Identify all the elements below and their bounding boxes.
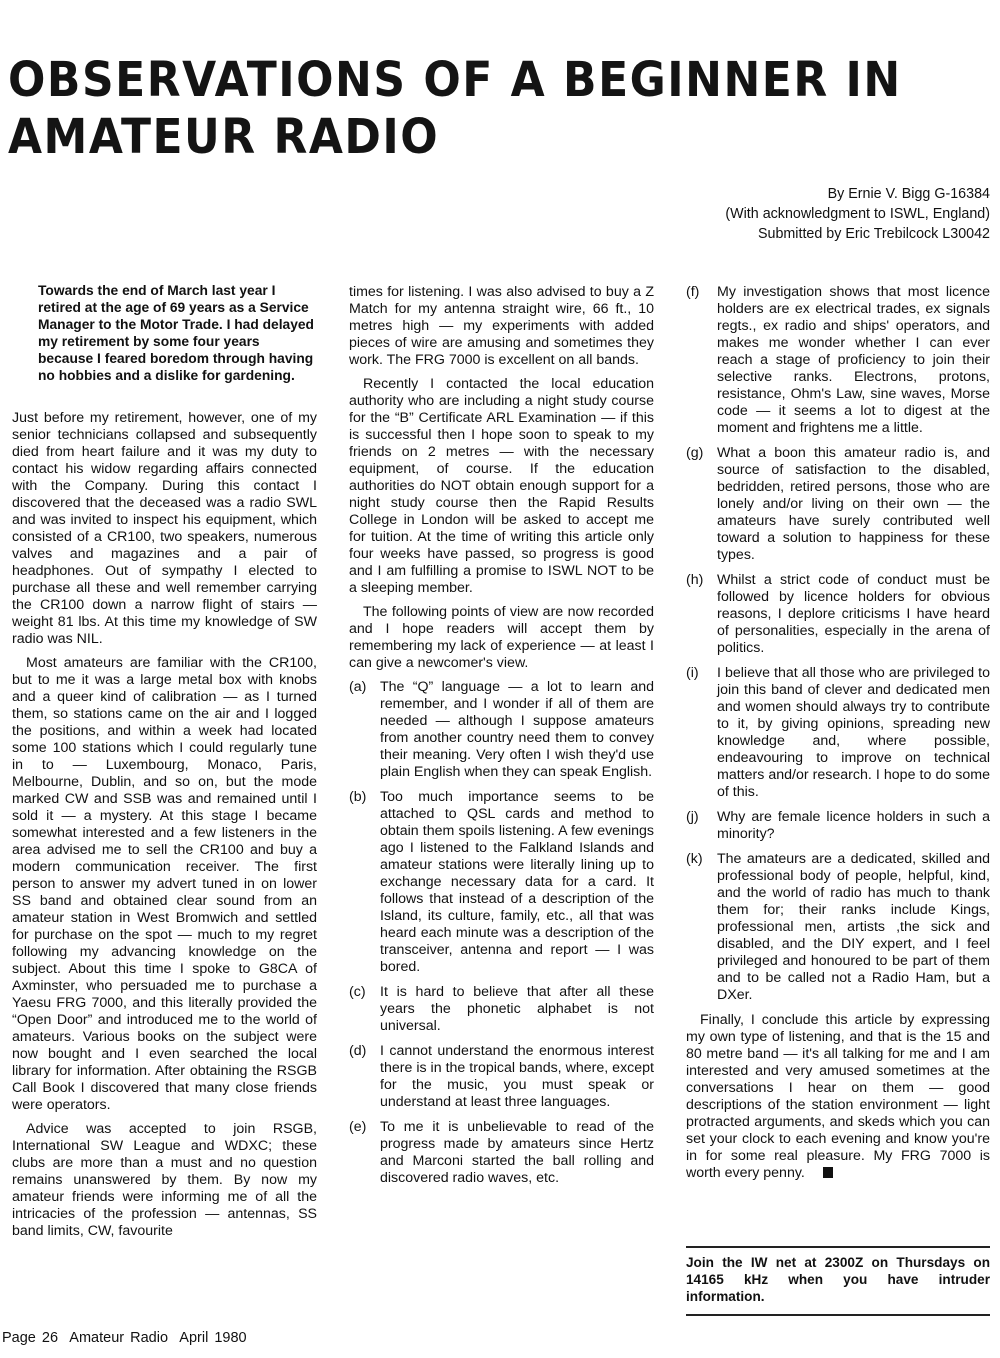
publication-name: Amateur Radio xyxy=(69,1330,169,1346)
list-item xyxy=(349,1119,654,1187)
list-item-label: (j) xyxy=(686,809,699,825)
body-paragraph: times for listening. I was also advised to buy a Z Match for my antenna straight wire, 66 ft., 10 metres high — my experiments with added pieces of wire are amusing and sometimes they work. The FRG 7000 is excellent on all bands. xyxy=(349,284,654,368)
list-item-label: (c) xyxy=(349,984,366,1000)
list-item-text: I cannot understand the enormous interest there is in the tropical bands, where, except for the music, you must speak or understand at least three languages. xyxy=(380,1043,654,1110)
list-item-text: My investigation shows that most licence holders are ex electrical trades, ex signals regts., ex radio and ships' operators, and makes me wonder whether I can ever reach a stage of proficiency to join their selective ranks. Electrons, protons, resistance, Ohm's Law, sine waves, Morse code — it seems a lot to digest at the moment and frightens me a little. xyxy=(717,284,990,436)
end-mark-icon xyxy=(823,1167,833,1178)
list-item-text: Whilst a strict code of conduct must be followed by licence holders for obvious reasons, I deplore criticisms I have heard of personalities, especially in the arena of politics. xyxy=(717,572,990,656)
list-item xyxy=(349,984,654,1035)
issue-date: April 1980 xyxy=(179,1330,247,1346)
divider xyxy=(686,1314,990,1316)
list-item-label: (k) xyxy=(686,851,703,867)
list-item-text: The amateurs are a dedicated, skilled and professional body of people, helpful, kind, and the world of radio has much to thank them for; their ranks include Kings, professional men, artists ,the sick and disabled, and the DIY expert, and I feel privileged and honoured to be part of them and to be called not a Radio Ham, but a DXer. xyxy=(717,851,990,1003)
list-item xyxy=(686,572,990,657)
list-item-text: The “Q” language — a lot to learn and remember, and I wonder if all of them are needed — although I suppose amateurs from another country need them to convey their meaning. Very often I wish they'd use plain English when they can speak English. xyxy=(380,679,654,780)
page-footer xyxy=(2,1330,247,1346)
list-item xyxy=(349,1043,654,1111)
list-item xyxy=(349,679,654,781)
column-2 xyxy=(349,284,654,1195)
list-item xyxy=(686,445,990,564)
list-item-text: It is hard to believe that after all these years the phonetic alphabet is not universal. xyxy=(380,984,654,1034)
list-item-label: (g) xyxy=(686,445,704,461)
submitter-line: Submitted by Eric Trebilcock L30042 xyxy=(757,226,990,242)
list-item-text: Too much importance seems to be attached to QSL cards and method to obtain them spoils listening. A few evenings ago I listened to the Falkland Islands and amateur stations were literally lining up to exchange necessary data for a card. It follows that instead of a description of the Island, its culture, family, etc., all that was heard each minute was a description of the transceiver, antenna and report — I was bored. xyxy=(380,789,654,975)
list-item-label: (f) xyxy=(686,284,700,300)
list-item-label: (e) xyxy=(349,1119,367,1135)
page-number: Page 26 xyxy=(2,1330,59,1346)
column-1 xyxy=(12,282,317,1247)
byline xyxy=(470,184,990,244)
list-item-label: (d) xyxy=(349,1043,367,1059)
list-item-label: (a) xyxy=(349,679,367,695)
body-paragraph: Just before my retirement, however, one of my senior technicians collapsed and subsequently died from heart failure and it was my duty to contact his widow regarding affairs connected with the Company. During this contact I discovered that the deceased was a radio SWL and was invited to inspect his equipment, which consisted of a CR100, two speakers, numerous valves and magazines and a pair of headphones. Out of sympathy I elected to purchase all these and well remember carrying the CR100 down a narrow flight of stairs — weight 81 lbs. At this time my knowledge of SW radio was NIL. xyxy=(12,410,317,647)
body-paragraph: Advice was accepted to join RSGB, International SW League and WDXC; these clubs are more than a must and no question remains unanswered by them. By now my amateur friends were informing me of all the intricacies of the profession — antennas, SS band limits, CW, favourite xyxy=(12,1121,317,1239)
intro-paragraph: Towards the end of March last year I retired at the age of 69 years as a Service Manager to the Motor Trade. I had delayed my retirement by some four years because I feared boredom through having no hobbies and a dislike for gardening. xyxy=(38,283,314,383)
list-item xyxy=(686,284,990,437)
body-paragraph: Most amateurs are familiar with the CR100, but to me it was a large metal box with knobs and a queer kind of calibration — as I turned them, so stations came on the air and I logged the positions, and within a week had located some 100 stations which I could regularly tune in to — Luxembourg, Monaco, Paris, Melbourne, Dublin, and so on, but the mode marked CW and SSB was and remained until I sold it — a mystery. At this stage I became somewhat interested and a few listeners in the area advised me to sell the CR100 and buy a modern communication receiver. The first person to answer my advert tuned in on lower SS band and obtained clear sound from an amateur station in West Bromwich and settled for purchase on the spot — much to my regret following my advancing knowledge on the subject. About this time I spoke to G8CA of Axminster, who persuaded me to purchase a Yaesu FRG 7000, and this literally provided the “Open Door” and introduced me to the world of amateurs. Various books on the subject were now bought and I even searched the local library for information. After obtaining the RSGB Call Book I discovered that many close friends were operators. xyxy=(12,655,317,1113)
list-item-text: What a boon this amateur radio is, and source of satisfaction to the disabled, bedridden, retired persons, those who are lonely and/or living on their own — the amateurs have surely contributed well toward a solution to happiness for these types. xyxy=(717,445,990,563)
list-item xyxy=(686,851,990,1004)
list-item-text: To me it is unbelievable to read of the progress made by amateurs since Hertz and Marconi started the ball rolling and discovered radio waves, etc. xyxy=(380,1119,654,1186)
article-title: OBSERVATIONS OF A BEGINNER IN AMATEUR RADIO xyxy=(8,52,902,166)
list-item xyxy=(349,789,654,976)
author-line: By Ernie V. Bigg G-16384 xyxy=(827,186,990,202)
conclusion-paragraph xyxy=(686,1012,990,1182)
body-paragraph: The following points of view are now recorded and I hope readers will accept them by remembering my lack of experience — at least I can give a newcomer's view. xyxy=(349,604,654,671)
list-item-label: (b) xyxy=(349,789,367,805)
conclusion-text: Finally, I conclude this article by expressing my own type of listening, and that is the 15 and 80 metre band — it's all talking for me and I am interested and very amused sometimes at the conversations I hear on them — good descriptions of the station environment — light protracted arguments, and skeds which you can set your clock to each evening and know you're in for some real pleasure. My FRG 7000 is worth every penny. xyxy=(686,1012,990,1181)
column-3 xyxy=(686,284,990,1189)
acknowledgment-line: (With acknowledgment to ISWL, England) xyxy=(725,206,990,222)
list-item xyxy=(686,809,990,843)
list-item-text: Why are female licence holders in such a minority? xyxy=(717,809,990,842)
list-item xyxy=(686,665,990,801)
intruder-notice: Join the IW net at 2300Z on Thursdays on 14165 kHz when you have intruder information. xyxy=(686,1246,990,1305)
list-item-text: I believe that all those who are privileged to join this band of clever and dedicated men and women should always try to contribute to it, by giving opinions, spreading new knowledge and, where possible, endeavouring to improve on technical matters and/or research. I hope to do some of this. xyxy=(717,665,990,800)
body-paragraph: Recently I contacted the local education authority who are including a night study course for the “B” Certificate ARL Examination — if this is successful then I hope soon to speak to my friends on 2 metres — with the necessary equipment, of course. If the education authorities do NOT obtain enough support for a night study course then the Rapid Results College in London will be asked to accept me for tuition. At the time of writing this article only four weeks have passed, so progress is good and I am fulfilling a promise to ISWL NOT to be a sleeping member. xyxy=(349,376,654,596)
list-item-label: (i) xyxy=(686,665,699,681)
list-item-label: (h) xyxy=(686,572,704,588)
